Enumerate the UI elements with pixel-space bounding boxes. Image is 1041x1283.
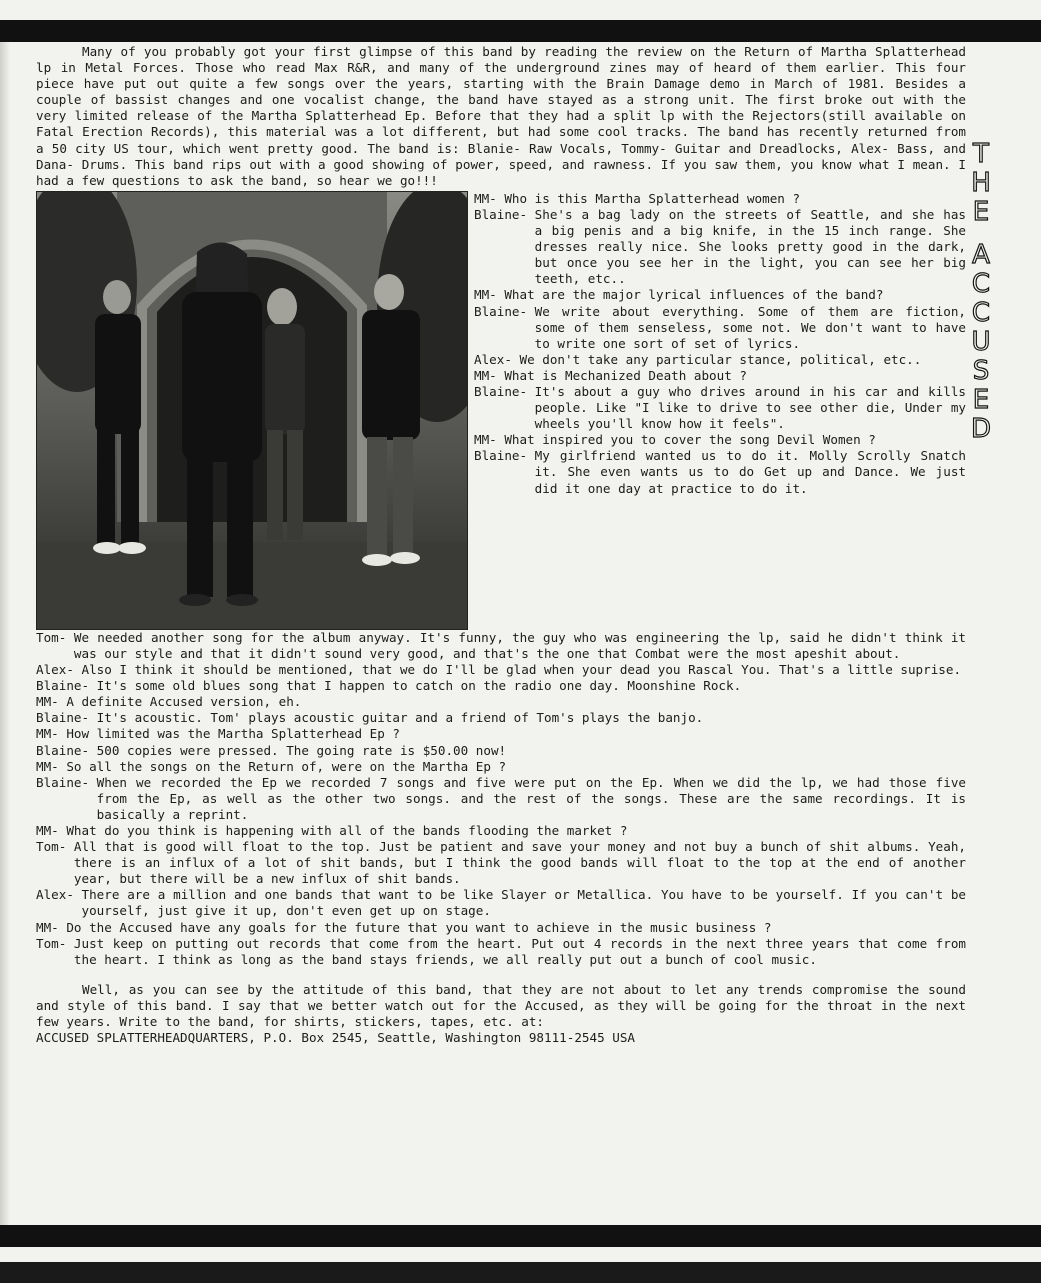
bottom-black-bar xyxy=(0,1225,1041,1247)
article xyxy=(36,44,966,1059)
qa-line: Tom- We needed another song for the album anyway. It's funny, the guy who was engineering the lp, said he didn't think it was our style and that it didn't sound very good, and that's the one that Combat were the most apeshit about. xyxy=(36,629,966,661)
qa-line: Blaine- It's some old blues song that I happen to catch on the radio one day. Moonshine Rock. xyxy=(36,678,742,694)
qa-line: MM- What do you think is happening with all of the bands flooding the market ? xyxy=(36,822,628,838)
qa-line: MM- How limited was the Martha Splatterhead Ep ? xyxy=(36,726,400,742)
top-black-bar xyxy=(0,20,1041,42)
qa-line: Blaine- When we recorded the Ep we recorded 7 songs and five were put on the Ep. When we did the lp, we had those five from the Ep, as well as the other two songs. and the rest of the songs. These are the same recordings. It is basically a reprint. xyxy=(36,774,966,822)
interview-column xyxy=(474,191,966,630)
band-photo-illustration xyxy=(37,192,467,629)
qa-line: Alex- There are a million and one bands that want to be like Slayer or Metallica. You have to be yourself. If you can't be yourself, just give it up, don't even get up on stage. xyxy=(36,887,966,919)
page-edge-shadow xyxy=(0,42,10,1225)
qa-line: Blaine- We write about everything. Some of them are fiction, some of them senseless, some not. We don't want to have to write one sort of set of lyrics. xyxy=(474,303,966,351)
qa-line: MM- Who is this Martha Splatterhead women ? xyxy=(474,190,801,206)
qa-line: Alex- We don't take any particular stance, political, etc.. xyxy=(474,351,922,367)
qa-line: Blaine- My girlfriend wanted us to do it. Molly Scrolly Snatch it. She even wants us to do Get up and Dance. We just did it one day at practice to do it. xyxy=(474,448,966,496)
qa-line: MM- A definite Accused version, eh. xyxy=(36,694,302,710)
interview-continued xyxy=(36,630,966,968)
qa-line: MM- Do the Accused have any goals for the future that you want to achieve in the music business ? xyxy=(36,919,772,935)
qa-line: Alex- Also I think it should be mentioned, that we do I'll be glad when your dead you Rascal You. That's a little suprise. xyxy=(36,662,962,678)
photo-and-interview xyxy=(36,191,966,630)
qa-line: Blaine- It's about a guy who drives around in his car and kills people. Like "I like to drive to see other die, Under my wheels you'll know how it feels". xyxy=(474,383,966,432)
qa-line: MM- What inspired you to cover the song Devil Women ? xyxy=(474,432,876,448)
qa-line: Blaine- 500 copies were pressed. The going rate is $50.00 now! xyxy=(36,742,507,758)
footer-black-band xyxy=(0,1262,1041,1283)
qa-line: Blaine- It's acoustic. Tom' plays acoustic guitar and a friend of Tom's plays the banjo. xyxy=(36,710,704,726)
band-address: ACCUSED SPLATTERHEADQUARTERS, P.O. Box 2545, Seattle, Washington 98111-2545 USA xyxy=(36,1030,635,1046)
qa-line: Tom- Just keep on putting out records that come from the heart. Put out 4 records in the next three years that come from the heart. I think as long as the band stays friends, we all really put out a bunch of cool music. xyxy=(36,935,966,967)
closing-paragraph: Well, as you can see by the attitude of this band, that they are not about to let any trends compromise the sound and style of this band. I say that we better watch out for the Accused, as they will be going for the throat in the next few years. Write to the band, for shirts, stickers, tapes, etc. at: ACCUSED SPLATTERHEADQUARTERS, P.O. Box 2545, Seattle, Washington 98111-2545 USA xyxy=(36,981,966,1046)
qa-line: Blaine- She's a bag lady on the streets of Seattle, and she has a big penis and a big knife, in the 15 inch range. She dresses really nice. She looks pretty good in the dark, but once you see her in the light, you can see her big teeth, etc.. xyxy=(474,206,966,287)
band-photo xyxy=(36,191,468,630)
qa-line: MM- What are the major lyrical influences of the band? xyxy=(474,287,884,303)
intro-paragraph: Many of you probably got your first glimpse of this band by reading the review on the Return of Martha Splatterhead lp in Metal Forces. Those who read Max R&R, and many of the underground zines may of heard of them earlier. This four piece have put out quite a few songs over the years, starting with the Brain Damage demo in March of 1981. Besides a couple of bassist changes and one vocalist change, the band have stayed as a strong unit. The first broke out with the very limited release of the Martha Splatterhead Ep. Before that they had a split lp with the Rejectors(still available on Fatal Erection Records), this material was a lot different, but had some cool tracks. The band has recently returned from a 50 city US tour, which went pretty good. The band is: Blanie- Raw Vocals, Tommy- Guitar and Dreadlocks, Alex- Bass, and Dana- Drums. This band rips out with a good showing of power, speed, and rawness. If you saw them, you know what I mean. I had a few questions to ask the band, so hear we go!!! xyxy=(36,44,966,188)
qa-line: MM- So all the songs on the Return of, were on the Martha Ep ? xyxy=(36,758,507,774)
qa-line: MM- What is Mechanized Death about ? xyxy=(474,367,747,383)
vertical-title-the-accused: T H E A C C U S E D xyxy=(970,139,992,444)
qa-line: Tom- All that is good will float to the top. Just be patient and save your money and not buy a bunch of shit albums. Yeah, there is an influx of a lot of shit bands, but I think the good bands will float to the top at the end of another year, but there will be a new influx of shit bands. xyxy=(36,839,966,887)
